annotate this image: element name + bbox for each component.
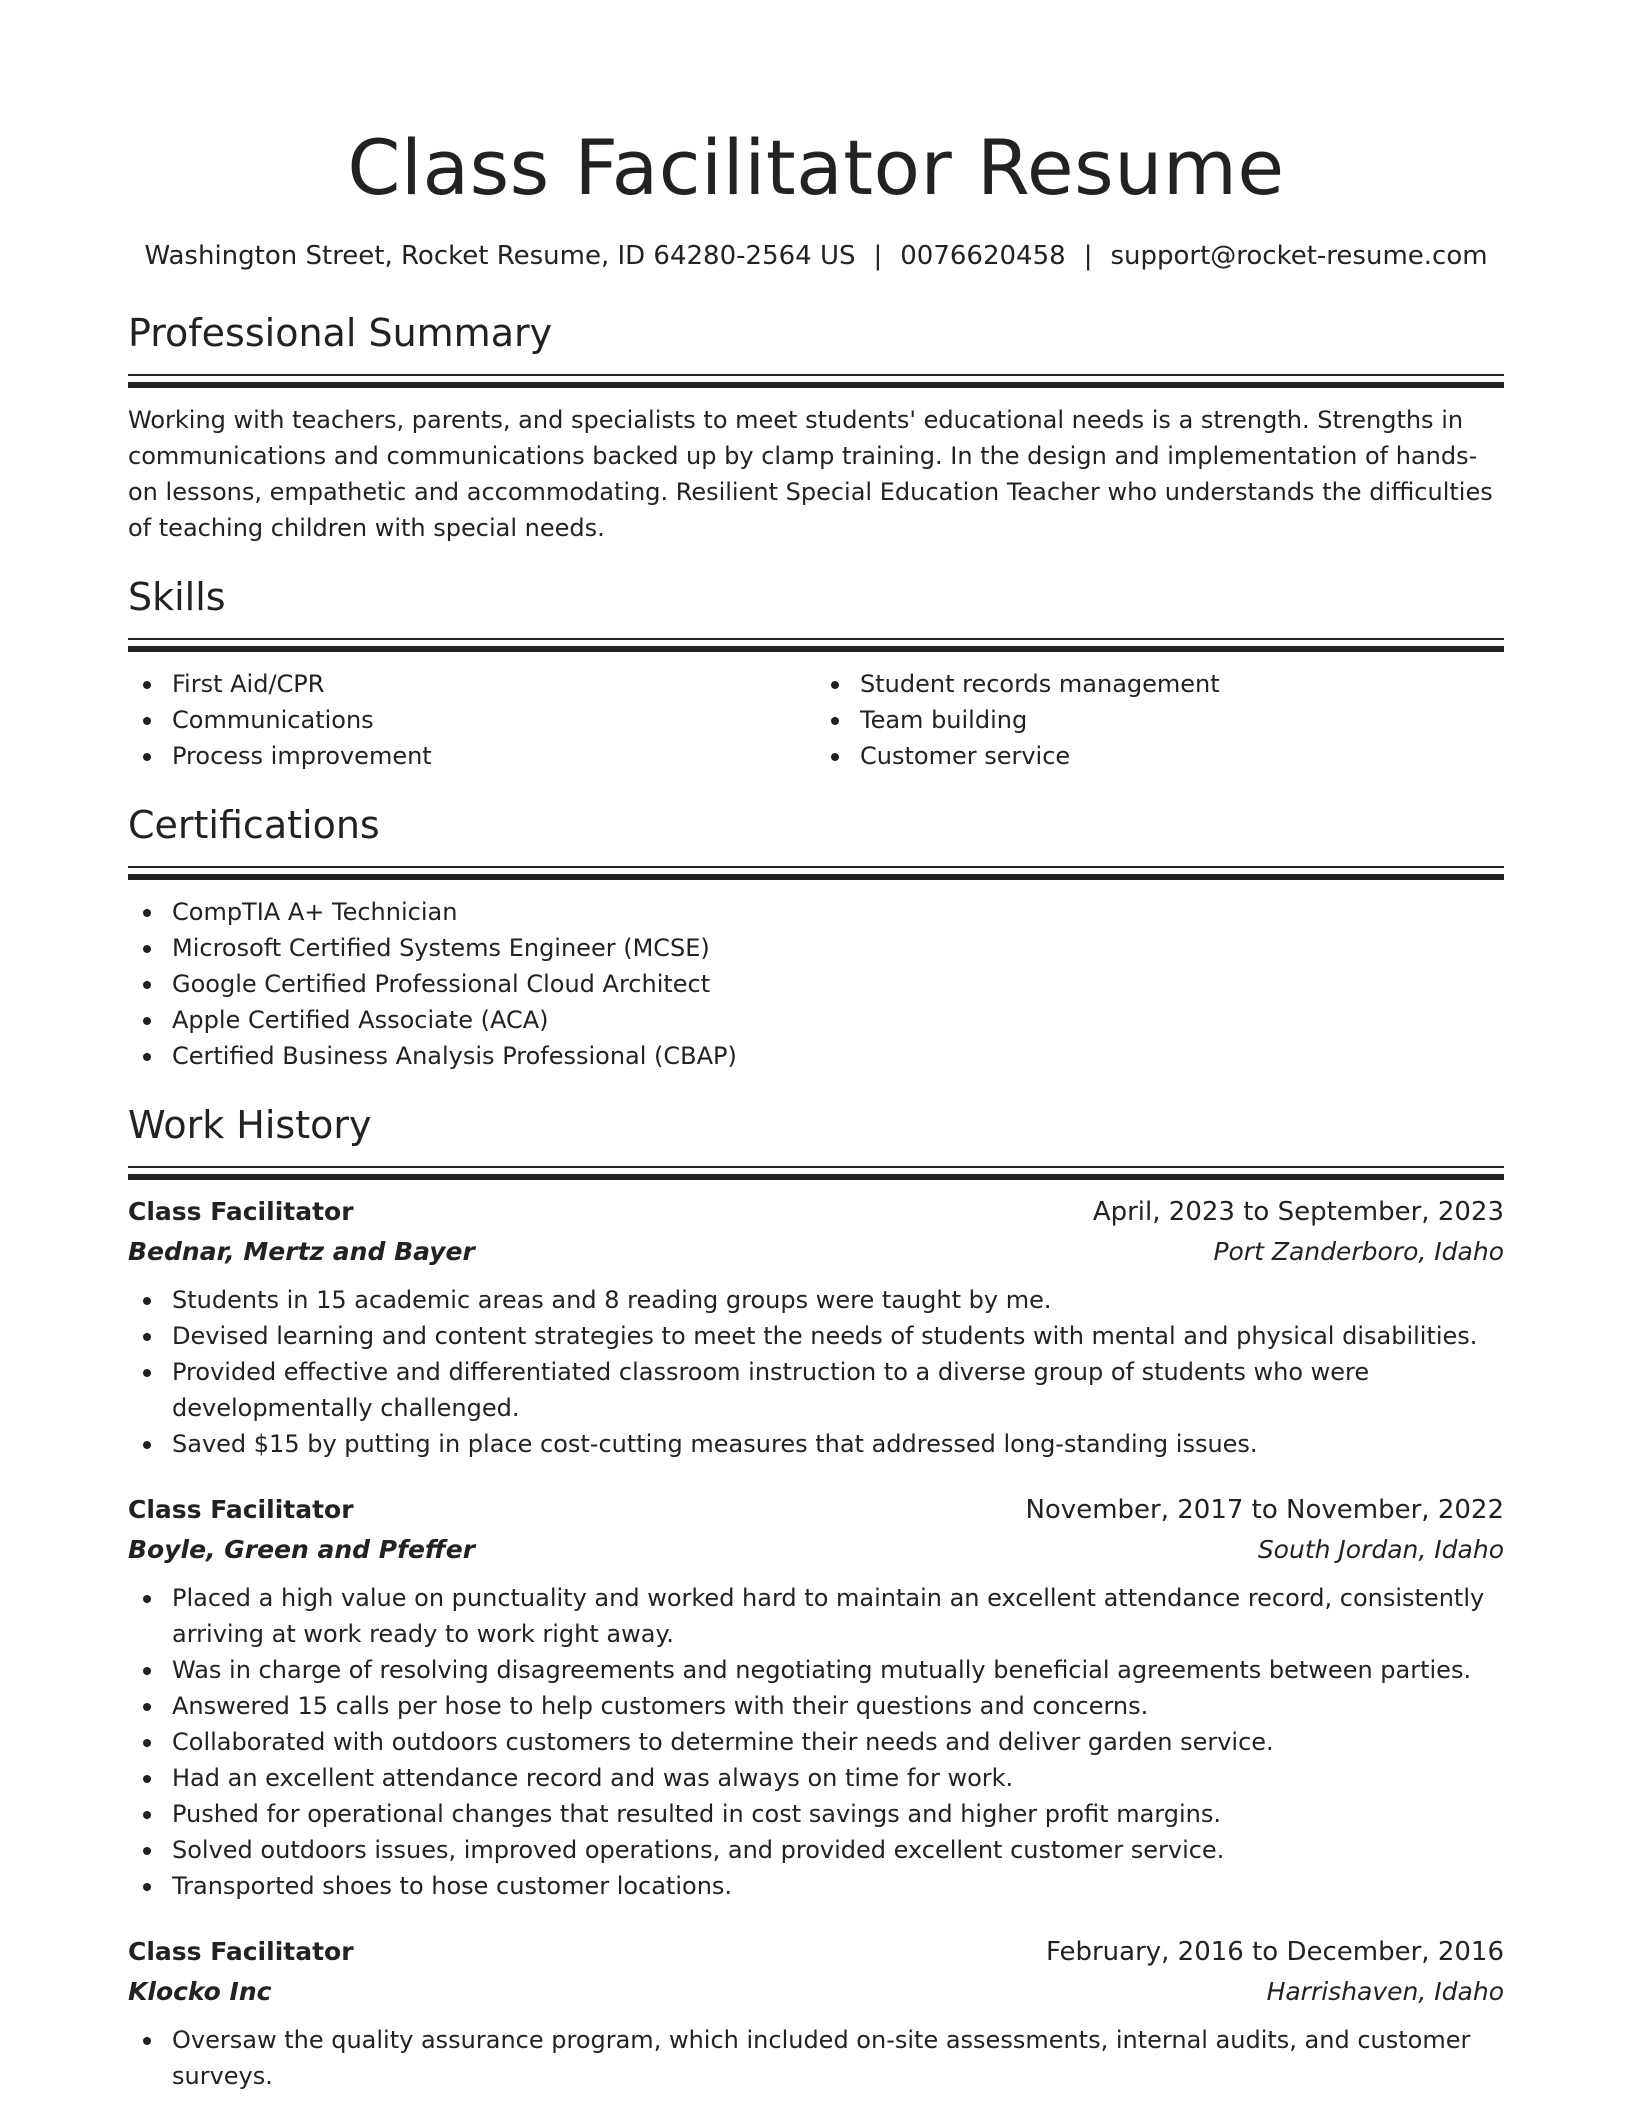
job-header-row <box>128 1932 1504 1972</box>
job-title: Class Facilitator <box>128 1495 354 1524</box>
job-header-row <box>128 1192 1504 1232</box>
job-bullet: Placed a high value on punctuality and worked hard to maintain an excellent attendance record, consistently arriving at work ready to work right away. <box>128 1580 1504 1652</box>
job-company-row <box>128 1972 1504 2012</box>
job-dates: November, 2017 to November, 2022 <box>1025 1495 1504 1525</box>
job-entry <box>128 1192 1504 1462</box>
certification-item: Apple Certified Associate (ACA) <box>128 1002 1504 1038</box>
section-heading-skills: Skills <box>128 575 226 619</box>
job-bullet: Saved $15 by putting in place cost-cutting measures that addressed long-standing issues. <box>128 1426 1504 1462</box>
skills-list-left <box>128 666 816 774</box>
job-dates: April, 2023 to September, 2023 <box>1092 1197 1504 1227</box>
contact-address: Washington Street, Rocket Resume, ID 64280-2564 US <box>144 241 856 271</box>
skill-item: Communications <box>128 702 816 738</box>
job-bullet: Devised learning and content strategies to meet the needs of students with mental and physical disabilities. <box>128 1318 1504 1354</box>
resume-title: Class Facilitator Resume <box>347 123 1285 212</box>
section-heading-certifications: Certifications <box>128 803 380 847</box>
job-company-row <box>128 1232 1504 1272</box>
job-bullet: Students in 15 academic areas and 8 reading groups were taught by me. <box>128 1282 1504 1318</box>
job-bullet: Transported shoes to hose customer locations. <box>128 1868 1504 1904</box>
job-bullet: Had an excellent attendance record and was always on time for work. <box>128 1760 1504 1796</box>
skills-list-right <box>816 666 1504 774</box>
contact-email[interactable]: support@rocket-resume.com <box>1110 241 1488 271</box>
job-title: Class Facilitator <box>128 1197 354 1226</box>
job-entry <box>128 1490 1504 1904</box>
job-title: Class Facilitator <box>128 1937 354 1966</box>
certification-item: Microsoft Certified Systems Engineer (MCSE) <box>128 930 1504 966</box>
job-company: Bednar, Mertz and Bayer <box>128 1237 475 1266</box>
skill-item: Customer service <box>816 738 1504 774</box>
job-entry <box>128 1932 1504 2094</box>
job-bullet: Oversaw the quality assurance program, which included on-site assessments, internal audits, and customer surveys. <box>128 2022 1504 2094</box>
summary-text: Working with teachers, parents, and specialists to meet students' educational needs is a strength. Strengths in communications and communications backed up by clamp training. In the design and implementation of hands-on lessons, empathetic and accommodating. Resilient Special Education Teacher who understands the difficulties of teaching children with special needs. <box>128 406 1493 542</box>
section-divider <box>128 374 1504 386</box>
job-bullet: Solved outdoors issues, improved operations, and provided excellent customer service. <box>128 1832 1504 1868</box>
job-bullets <box>128 1282 1504 1462</box>
job-bullet: Provided effective and differentiated classroom instruction to a diverse group of students who were developmentally challenged. <box>128 1354 1504 1426</box>
job-company: Klocko Inc <box>128 1977 272 2006</box>
skills-grid <box>128 666 1504 774</box>
job-bullet: Collaborated with outdoors customers to determine their needs and deliver garden service. <box>128 1724 1504 1760</box>
skill-item: Process improvement <box>128 738 816 774</box>
skill-item: First Aid/CPR <box>128 666 816 702</box>
work-history-section <box>128 1100 1504 2094</box>
job-dates: February, 2016 to December, 2016 <box>1045 1937 1504 1967</box>
certification-item: Certified Business Analysis Professional (CBAP) <box>128 1038 1504 1074</box>
certifications-section <box>128 800 1504 1074</box>
section-divider <box>128 638 1504 650</box>
job-company: Boyle, Green and Pfeffer <box>128 1535 476 1564</box>
section-heading-work-history: Work History <box>128 1103 372 1147</box>
skill-item: Team building <box>816 702 1504 738</box>
job-location: South Jordan, Idaho <box>1257 1535 1504 1564</box>
skills-section <box>128 572 1504 774</box>
skill-item: Student records management <box>816 666 1504 702</box>
contact-separator: | <box>873 241 883 271</box>
job-location: Harrishaven, Idaho <box>1266 1977 1504 2006</box>
section-heading-summary: Professional Summary <box>128 311 553 355</box>
section-divider <box>128 1166 1504 1178</box>
job-bullet: Was in charge of resolving disagreements and negotiating mutually beneficial agreements between parties. <box>128 1652 1504 1688</box>
contact-phone: 0076620458 <box>900 241 1066 271</box>
job-bullets <box>128 2022 1504 2094</box>
job-bullet: Answered 15 calls per hose to help customers with their questions and concerns. <box>128 1688 1504 1724</box>
certification-item: CompTIA A+ Technician <box>128 894 1504 930</box>
summary-section <box>128 308 1504 546</box>
contact-line <box>128 236 1504 276</box>
contact-separator: | <box>1083 241 1093 271</box>
certifications-list <box>128 894 1504 1074</box>
job-location: Port Zanderboro, Idaho <box>1213 1237 1504 1266</box>
job-bullet: Pushed for operational changes that resulted in cost savings and higher profit margins. <box>128 1796 1504 1832</box>
certification-item: Google Certified Professional Cloud Architect <box>128 966 1504 1002</box>
job-bullets <box>128 1580 1504 1904</box>
section-divider <box>128 866 1504 878</box>
job-header-row <box>128 1490 1504 1530</box>
job-company-row <box>128 1530 1504 1570</box>
